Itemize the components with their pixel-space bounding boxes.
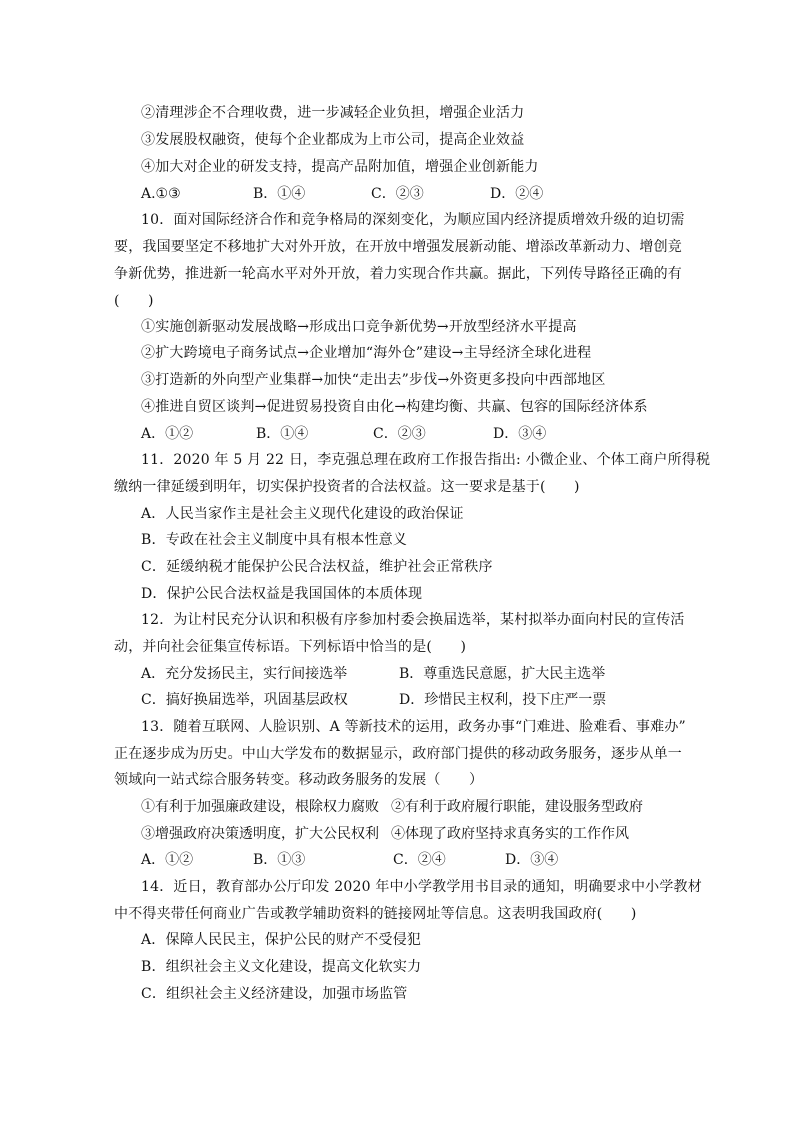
q12-option-b: B．尊重选民意愿，扩大民主选举 (399, 666, 606, 682)
q11-stem-line-1: 11．2020 年 5 月 22 日，李克强总理在政府工作报告指出: 小微企业、个体工商户所得税 (141, 452, 711, 468)
q14-option-b: B．组织社会主义文化建设，提高文化软实力 (141, 959, 422, 975)
q11-option-b: B．专政在社会主义制度中具有根本性意义 (141, 532, 408, 548)
q13-stem-line-1: 13．随着互联网、人脸识别、A 等新技术的运用，政务办事“门难进、脸难看、事难办” (141, 719, 686, 735)
q13-item-2: ②有利于政府履行职能，建设服务型政府 (391, 799, 643, 815)
q12-option-d: D．珍惜民主权利，投下庄严一票 (399, 692, 607, 708)
q9-item-2: ②清理涉企不合理收费，进一步减轻企业负担，增强企业活力 (141, 105, 525, 121)
q13-item-4: ④体现了政府坚持求真务实的工作作风 (391, 826, 629, 842)
q11-option-d: D．保护公民合法权益是我国国体的本质体现 (141, 586, 423, 602)
q9-option-b: B．①④ (253, 186, 306, 202)
q14-stem-line-2: 中不得夹带任何商业广告或教学辅助资料的链接网址等信息。这表明我国政府( ) (114, 906, 637, 922)
q12-option-a: A．充分发扬民主，实行间接选举 (141, 666, 348, 682)
q13-option-a: A．①② (141, 852, 194, 868)
q13-item-3: ③增强政府决策透明度，扩大公民权利 (141, 826, 379, 842)
q10-item-4: ④推进自贸区谈判→促进贸易投资自由化→构建均衡、共赢、包容的国际经济体系 (141, 399, 648, 415)
q13-stem-line-3: 领域向一站式综合服务转变。移动政务服务的发展（ ） (114, 772, 484, 788)
q10-option-c: C．②③ (373, 426, 426, 442)
q12-stem-line-1: 12．为让村民充分认识和积极有序参加村委会换届选举，某村拟举办面向村民的宣传活 (141, 612, 685, 628)
q10-option-a: A．①② (141, 426, 194, 442)
q13-stem-line-2: 正在逐步成为历史。中山大学发布的数据显示，政府部门提供的移动政务服务，逐步从单一 (114, 746, 682, 762)
q10-stem-line-2: 要，我国要坚定不移地扩大对外开放，在开放中增强发展新动能、增添改革新动力、增创竞 (114, 239, 682, 255)
q13-option-d: D．③④ (505, 852, 559, 868)
q13-option-c: C．②④ (393, 852, 446, 868)
q9-option-d: D．②④ (490, 186, 544, 202)
q13-option-b: B．①③ (253, 852, 306, 868)
q11-option-a: A．人民当家作主是社会主义现代化建设的政治保证 (141, 506, 464, 522)
q9-item-3: ③发展股权融资，使每个企业都成为上市公司，提高企业效益 (141, 132, 525, 148)
q10-stem-line-1: 10．面对国际经济合作和竞争格局的深刻变化，为顺应国内经济提质增效升级的迫切需 (141, 212, 685, 228)
q11-stem-line-2: 缴纳一律延缓到明年，切实保护投资者的合法权益。这一要求是基于( ) (114, 479, 580, 495)
q10-item-2: ②扩大跨境电子商务试点→企业增加“海外仓”建设→主导经济全球化进程 (141, 345, 592, 361)
q14-option-a: A．保障人民民主，保护公民的财产不受侵犯 (141, 932, 422, 948)
q10-option-b: B．①④ (256, 426, 309, 442)
q10-stem-line-3: 争新优势，推进新一轮高水平对外开放，着力实现合作共赢。据此，下列传导路径正确的有 (114, 266, 682, 282)
q9-option-c: C．②③ (371, 186, 424, 202)
q12-option-c: C．搞好换届选举，巩固基层政权 (141, 692, 348, 708)
q10-item-3: ③打造新的外向型产业集群→加快“走出去”步伐→外资更多投向中西部地区 (141, 372, 606, 388)
q9-option-a: A.①③ (141, 186, 181, 202)
q14-stem-line-1: 14．近日，教育部办公厅印发 2020 年中小学教学用书目录的通知，明确要求中小学教材 (141, 879, 702, 895)
q12-stem-line-2: 动，并向社会征集宣传标语。下列标语中恰当的是( ) (114, 639, 467, 655)
q10-option-d: D．③④ (493, 426, 547, 442)
q11-option-c: C．延缓纳税才能保护公民合法权益，维护社会正常秩序 (141, 559, 493, 575)
q13-item-1: ①有利于加强廉政建设，根除权力腐败 (141, 799, 379, 815)
q10-item-1: ①实施创新驱动发展战略→形成出口竞争新优势→开放型经济水平提高 (141, 319, 577, 335)
q9-item-4: ④加大对企业的研发支持，提高产品附加值，增强企业创新能力 (141, 159, 539, 175)
q10-stem-line-4: ( ) (114, 293, 154, 309)
q14-option-c: C．组织社会主义经济建设，加强市场监管 (141, 986, 408, 1002)
